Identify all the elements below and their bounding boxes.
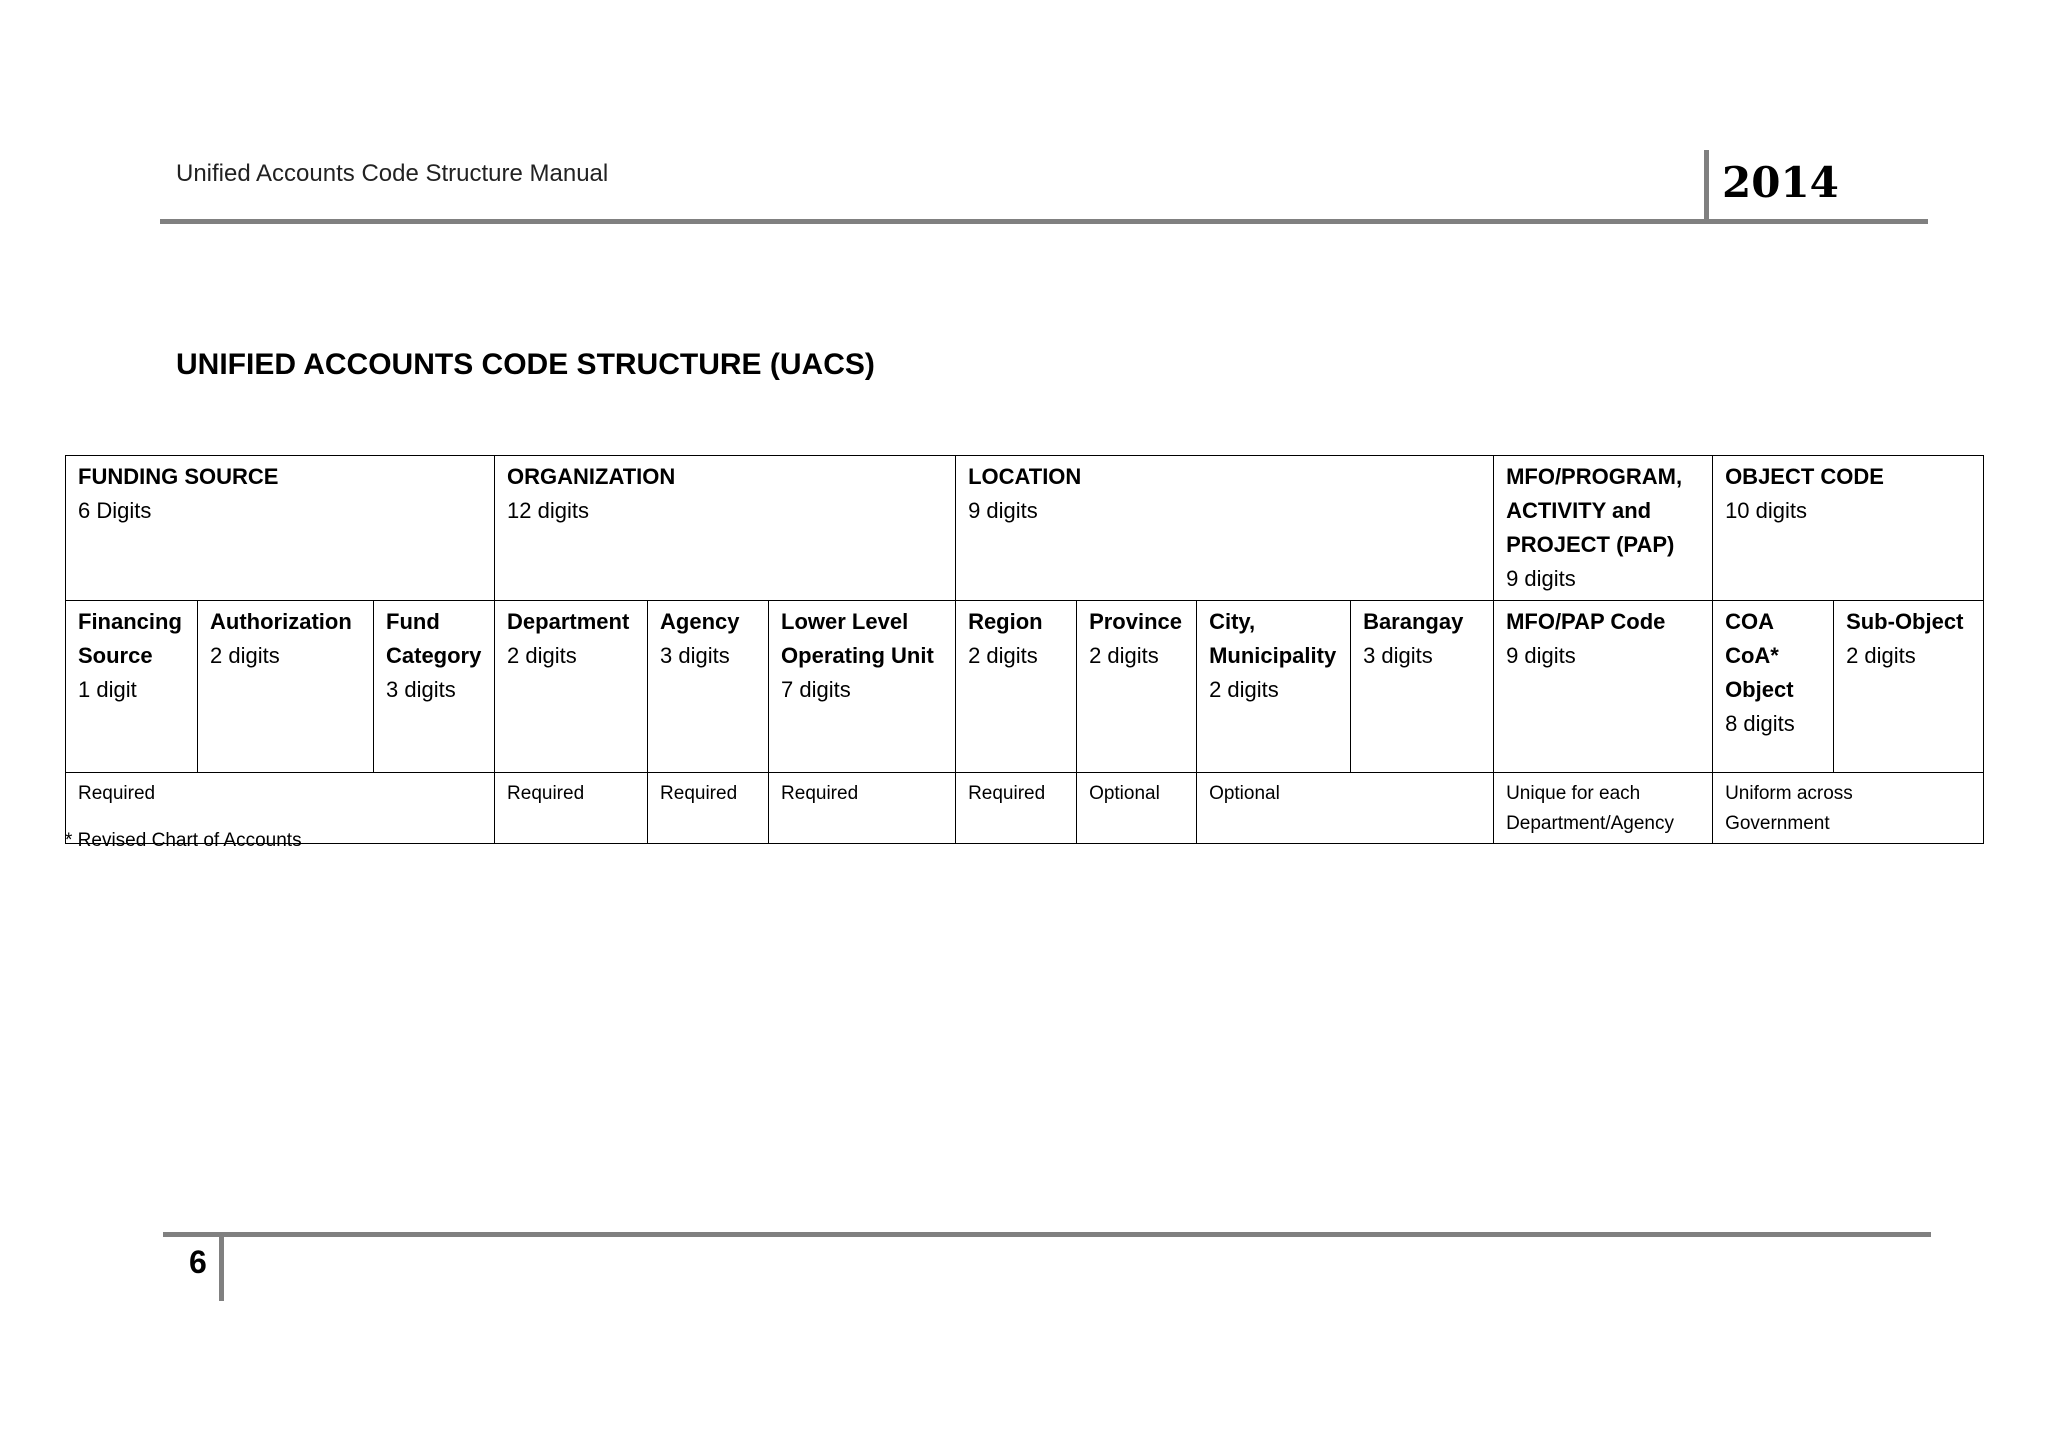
component-label: Category xyxy=(386,643,482,668)
status-department: Required xyxy=(495,773,648,844)
status-city-barangay: Optional xyxy=(1197,773,1494,844)
component-digits: 3 digits xyxy=(1363,643,1433,668)
cell-barangay xyxy=(1351,601,1494,773)
table-row-status xyxy=(66,773,1984,844)
status-line: Unique for each xyxy=(1506,783,1641,804)
group-title: ORGANIZATION xyxy=(507,464,676,489)
component-digits: 8 digits xyxy=(1725,711,1795,736)
group-object-code xyxy=(1713,456,1984,601)
status-funding: Required xyxy=(66,773,495,844)
group-organization xyxy=(495,456,956,601)
footer-divider xyxy=(219,1237,224,1301)
cell-lower-level-operating-unit xyxy=(769,601,956,773)
component-digits: 2 digits xyxy=(210,643,280,668)
status-region: Required xyxy=(956,773,1077,844)
component-label: Financing xyxy=(78,609,182,634)
status-object xyxy=(1713,773,1984,844)
group-title: OBJECT CODE xyxy=(1725,464,1884,489)
cell-region xyxy=(956,601,1077,773)
component-digits: 3 digits xyxy=(660,643,730,668)
cell-city-municipality xyxy=(1197,601,1351,773)
footer-rule xyxy=(163,1232,1931,1237)
status-agency: Required xyxy=(648,773,769,844)
header-rule xyxy=(160,219,1928,224)
component-digits: 2 digits xyxy=(1846,643,1916,668)
status-lower-level: Required xyxy=(769,773,956,844)
cell-mfo-pap-code xyxy=(1494,601,1713,773)
group-digits: 12 digits xyxy=(507,498,589,523)
component-label: CoA* xyxy=(1725,643,1779,668)
component-label: Region xyxy=(968,609,1043,634)
component-label: Lower Level xyxy=(781,609,909,634)
group-mfo-program xyxy=(1494,456,1713,601)
component-digits: 3 digits xyxy=(386,677,456,702)
cell-sub-object xyxy=(1834,601,1984,773)
component-digits: 2 digits xyxy=(1209,677,1279,702)
status-line: Uniform across xyxy=(1725,783,1853,804)
component-label: Source xyxy=(78,643,153,668)
status-province: Optional xyxy=(1077,773,1197,844)
component-digits: 2 digits xyxy=(968,643,1038,668)
group-digits: 9 digits xyxy=(968,498,1038,523)
group-digits: 10 digits xyxy=(1725,498,1808,523)
group-title-line: PROJECT (PAP) xyxy=(1506,532,1675,557)
component-label: COA xyxy=(1725,609,1774,634)
group-title-line: ACTIVITY and xyxy=(1506,498,1652,523)
component-label: City, xyxy=(1209,609,1256,634)
page-number: 6 xyxy=(189,1244,207,1280)
group-title-line: MFO/PROGRAM, xyxy=(1506,464,1683,489)
cell-financing-source xyxy=(66,601,198,773)
group-location xyxy=(956,456,1494,601)
group-digits: 9 digits xyxy=(1506,566,1576,591)
component-label: Sub-Object xyxy=(1846,609,1964,634)
component-label: Barangay xyxy=(1363,609,1464,634)
component-digits: 9 digits xyxy=(1506,643,1576,668)
component-digits: 2 digits xyxy=(507,643,577,668)
component-label: Department xyxy=(507,609,630,634)
component-label: Municipality xyxy=(1209,643,1337,668)
group-digits: 6 Digits xyxy=(78,498,152,523)
table-row-groups xyxy=(66,456,1984,601)
uacs-table xyxy=(65,455,1984,844)
cell-agency xyxy=(648,601,769,773)
component-label: Fund xyxy=(386,609,440,634)
table-row-components xyxy=(66,601,1984,773)
document-title: UNIFIED ACCOUNTS CODE STRUCTURE (UACS) xyxy=(176,348,875,381)
group-title: LOCATION xyxy=(968,464,1082,489)
group-title: FUNDING SOURCE xyxy=(78,464,279,489)
component-label: Operating Unit xyxy=(781,643,934,668)
group-funding-source xyxy=(66,456,495,601)
status-line: Department/Agency xyxy=(1506,813,1674,834)
component-label: Object xyxy=(1725,677,1794,702)
header-title: Unified Accounts Code Structure Manual xyxy=(176,160,609,187)
cell-authorization xyxy=(198,601,374,773)
status-line: Government xyxy=(1725,813,1830,834)
header-divider xyxy=(1704,150,1709,222)
header-year: 2014 xyxy=(1722,158,1839,207)
component-label: Authorization xyxy=(210,609,352,634)
cell-department xyxy=(495,601,648,773)
component-label: Province xyxy=(1089,609,1182,634)
component-digits: 7 digits xyxy=(781,677,851,702)
status-mfo xyxy=(1494,773,1713,844)
cell-province xyxy=(1077,601,1197,773)
cell-fund-category xyxy=(374,601,495,773)
component-label: Agency xyxy=(660,609,740,634)
component-digits: 1 digit xyxy=(78,677,137,702)
cell-coa-object xyxy=(1713,601,1834,773)
component-label: MFO/PAP Code xyxy=(1506,609,1666,634)
footnote: * Revised Chart of Accounts xyxy=(65,830,302,851)
component-digits: 2 digits xyxy=(1089,643,1159,668)
